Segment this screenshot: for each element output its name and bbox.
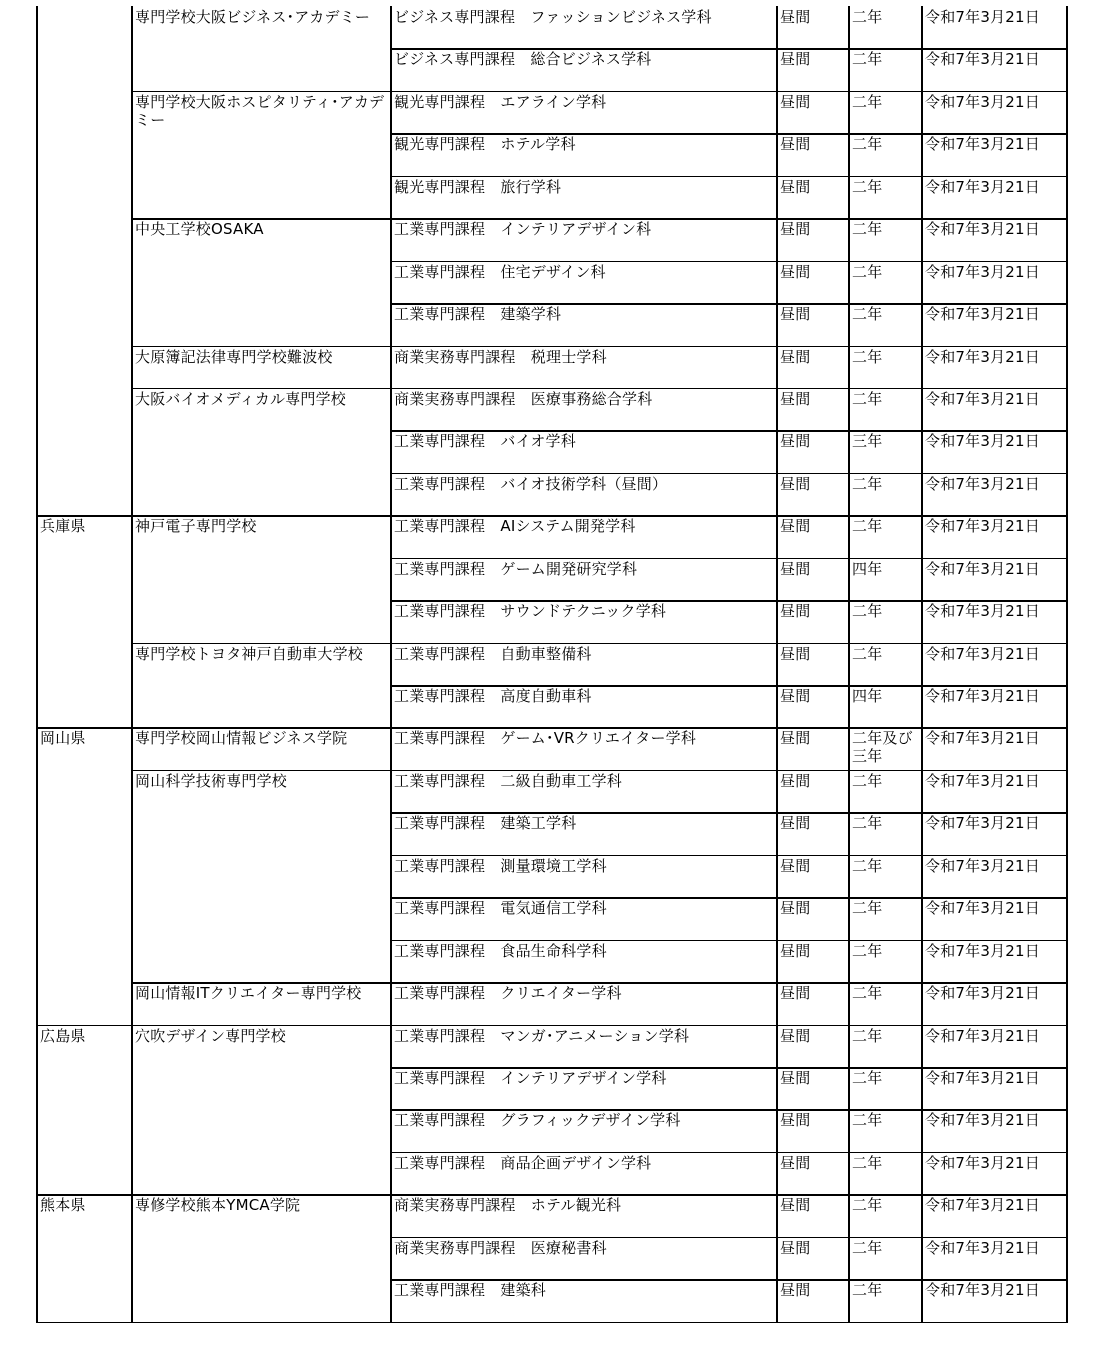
school-name-cell: 専修学校熊本YMCA学院 — [135, 1196, 301, 1215]
duration-cell: 二年 — [852, 1153, 883, 1172]
course-cell: ビジネス専門課程 ファッションビジネス学科 — [394, 8, 712, 26]
prefecture-divider — [36, 1194, 131, 1196]
duration-cell: 四年 — [852, 559, 883, 578]
duration-cell: 二年 — [852, 347, 883, 366]
row-divider — [390, 1025, 1068, 1027]
duration-cell: 二年及び三年 — [852, 729, 913, 766]
duration-cell: 二年 — [852, 135, 883, 154]
date-cell: 令和7年3月21日 — [925, 432, 1040, 451]
row-divider — [390, 1109, 1068, 1111]
duration-cell: 二年 — [852, 899, 883, 918]
duration-cell: 二年 — [852, 1196, 883, 1215]
column-divider-5 — [921, 6, 923, 1323]
duration-cell: 二年 — [852, 856, 883, 875]
course-cell: 工業専門課程 グラフィックデザイン学科 — [394, 1111, 681, 1130]
prefecture-cell: 広島県 — [40, 1026, 86, 1045]
schedule-cell: 昼間 — [780, 1069, 811, 1087]
prefecture-divider — [36, 1025, 131, 1027]
course-cell: 観光専門課程 旅行学科 — [394, 177, 562, 196]
date-cell: 令和7年3月21日 — [925, 941, 1040, 960]
column-divider-6 — [1066, 6, 1068, 1323]
column-divider-2 — [390, 6, 392, 1323]
date-cell: 令和7年3月21日 — [925, 899, 1040, 918]
schedule-cell: 昼間 — [780, 135, 811, 154]
date-cell: 令和7年3月21日 — [925, 474, 1040, 493]
row-divider — [390, 812, 1068, 814]
schedule-cell: 昼間 — [780, 305, 811, 324]
schedule-cell: 昼間 — [780, 771, 811, 790]
date-cell: 令和7年3月21日 — [925, 347, 1040, 366]
row-divider — [390, 261, 1068, 263]
duration-cell: 二年 — [852, 602, 883, 621]
school-divider — [131, 770, 390, 772]
schedule-cell: 昼間 — [780, 389, 811, 408]
school-name-cell: 岡山科学技術専門学校 — [135, 771, 288, 790]
course-cell: 観光専門課程 エアライン学科 — [394, 92, 607, 111]
duration-cell: 二年 — [852, 474, 883, 493]
row-divider — [390, 303, 1068, 305]
row-divider — [390, 133, 1068, 135]
duration-cell: 二年 — [852, 941, 883, 960]
date-cell: 令和7年3月21日 — [925, 1069, 1040, 1087]
school-divider — [131, 1025, 390, 1027]
schedule-cell: 昼間 — [780, 1281, 811, 1300]
schedule-cell: 昼間 — [780, 729, 811, 748]
duration-cell: 二年 — [852, 220, 883, 239]
prefecture-cell: 兵庫県 — [40, 517, 86, 536]
school-name-cell: 専門学校岡山情報ビジネス学院 — [135, 729, 348, 748]
course-cell: 工業専門課程 マンガ･アニメーション学科 — [394, 1026, 690, 1045]
schedule-cell: 昼間 — [780, 92, 811, 111]
schedule-cell: 昼間 — [780, 687, 811, 706]
course-cell: 工業専門課程 自動車整備科 — [394, 644, 592, 663]
date-cell: 令和7年3月21日 — [925, 687, 1040, 706]
column-divider-4 — [848, 6, 850, 1323]
duration-cell: 二年 — [852, 1026, 883, 1045]
duration-cell: 二年 — [852, 50, 883, 69]
row-divider — [390, 643, 1068, 645]
row-divider — [390, 685, 1068, 687]
date-cell: 令和7年3月21日 — [925, 50, 1040, 69]
course-cell: 商業実務専門課程 税理士学科 — [394, 347, 607, 366]
date-cell: 令和7年3月21日 — [925, 517, 1040, 536]
date-cell: 令和7年3月21日 — [925, 856, 1040, 875]
schedule-cell: 昼間 — [780, 517, 811, 536]
prefecture-cell: 熊本県 — [40, 1196, 86, 1215]
row-divider — [390, 388, 1068, 390]
school-divider — [131, 727, 390, 729]
course-cell: 工業専門課程 建築科 — [394, 1281, 547, 1300]
schedule-cell: 昼間 — [780, 984, 811, 1003]
duration-cell: 二年 — [852, 1281, 883, 1300]
date-cell: 令和7年3月21日 — [925, 220, 1040, 239]
duration-cell: 二年 — [852, 517, 883, 536]
duration-cell: 二年 — [852, 8, 883, 26]
date-cell: 令和7年3月21日 — [925, 177, 1040, 196]
duration-cell: 二年 — [852, 1069, 883, 1087]
schedule-cell: 昼間 — [780, 899, 811, 918]
duration-cell: 二年 — [852, 262, 883, 281]
row-divider — [390, 1152, 1068, 1154]
row-divider — [390, 1279, 1068, 1281]
schedule-cell: 昼間 — [780, 8, 811, 26]
school-divider — [131, 218, 390, 220]
table-border-left — [36, 6, 38, 1323]
schedule-cell: 昼間 — [780, 50, 811, 69]
date-cell: 令和7年3月21日 — [925, 729, 1040, 748]
schedule-cell: 昼間 — [780, 1111, 811, 1130]
row-divider — [390, 176, 1068, 178]
date-cell: 令和7年3月21日 — [925, 262, 1040, 281]
row-divider — [390, 558, 1068, 560]
date-cell: 令和7年3月21日 — [925, 1281, 1040, 1300]
row-divider — [390, 1194, 1068, 1196]
school-divider — [131, 643, 390, 645]
row-divider — [390, 940, 1068, 942]
row-divider — [390, 855, 1068, 857]
course-cell: 工業専門課程 サウンドテクニック学科 — [394, 602, 667, 621]
date-cell: 令和7年3月21日 — [925, 1238, 1040, 1257]
prefecture-divider — [36, 727, 131, 729]
duration-cell: 二年 — [852, 814, 883, 833]
course-cell: 工業専門課程 インテリアデザイン科 — [394, 220, 652, 239]
duration-cell: 二年 — [852, 177, 883, 196]
schedule-cell: 昼間 — [780, 559, 811, 578]
school-name-cell: 専門学校トヨタ神戸自動車大学校 — [135, 644, 364, 663]
date-cell: 令和7年3月21日 — [925, 1111, 1040, 1130]
row-divider — [390, 897, 1068, 899]
course-cell: 工業専門課程 ゲーム･VRクリエイター学科 — [394, 729, 697, 748]
school-name-cell: 大原簿記法律専門学校難波校 — [135, 347, 333, 366]
date-cell: 令和7年3月21日 — [925, 8, 1040, 26]
duration-cell: 四年 — [852, 687, 883, 706]
table-border-bottom — [36, 1322, 1068, 1324]
row-divider — [390, 515, 1068, 517]
course-cell: 商業実務専門課程 ホテル観光科 — [394, 1196, 622, 1215]
course-cell: 工業専門課程 二級自動車工学科 — [394, 771, 623, 790]
course-cell: 工業専門課程 食品生命科学科 — [394, 941, 607, 960]
course-cell: ビジネス専門課程 総合ビジネス学科 — [394, 50, 652, 69]
course-cell: 工業専門課程 建築工学科 — [394, 814, 577, 833]
schedule-cell: 昼間 — [780, 602, 811, 621]
course-cell: 商業実務専門課程 医療秘書科 — [394, 1238, 607, 1257]
duration-cell: 二年 — [852, 771, 883, 790]
schedule-cell: 昼間 — [780, 432, 811, 451]
course-cell: 工業専門課程 インテリアデザイン学科 — [394, 1069, 667, 1087]
course-cell: 工業専門課程 商品企画デザイン学科 — [394, 1153, 652, 1172]
school-name-cell: 穴吹デザイン専門学校 — [135, 1026, 286, 1045]
date-cell: 令和7年3月21日 — [925, 92, 1040, 111]
course-cell: 工業専門課程 住宅デザイン科 — [394, 262, 606, 281]
date-cell: 令和7年3月21日 — [925, 135, 1040, 154]
row-divider — [390, 982, 1068, 984]
date-cell: 令和7年3月21日 — [925, 644, 1040, 663]
column-divider-1 — [131, 6, 133, 1323]
school-name-cell: 中央工学校OSAKA — [135, 220, 264, 239]
school-divider — [131, 1194, 390, 1196]
school-name-cell: 専門学校大阪ビジネス･アカデミー — [135, 8, 371, 26]
date-cell: 令和7年3月21日 — [925, 559, 1040, 578]
date-cell: 令和7年3月21日 — [925, 389, 1040, 408]
date-cell: 令和7年3月21日 — [925, 305, 1040, 324]
school-name-cell: 大阪バイオメディカル専門学校 — [135, 389, 347, 408]
school-divider — [131, 346, 390, 348]
duration-cell: 二年 — [852, 1238, 883, 1257]
prefecture-divider — [36, 515, 131, 517]
date-cell: 令和7年3月21日 — [925, 1026, 1040, 1045]
school-divider — [131, 388, 390, 390]
row-divider — [390, 91, 1068, 93]
schedule-cell: 昼間 — [780, 1196, 811, 1215]
schedule-cell: 昼間 — [780, 1026, 811, 1045]
course-cell: 商業実務専門課程 医療事務総合学科 — [394, 389, 653, 408]
schedule-cell: 昼間 — [780, 1238, 811, 1257]
school-divider — [131, 91, 390, 93]
duration-cell: 二年 — [852, 305, 883, 324]
course-cell: 工業専門課程 クリエイター学科 — [394, 984, 622, 1003]
duration-cell: 二年 — [852, 984, 883, 1003]
course-cell: 工業専門課程 測量環境工学科 — [394, 856, 607, 875]
school-divider — [131, 515, 390, 517]
row-divider — [390, 727, 1068, 729]
course-cell: 工業専門課程 バイオ学科 — [394, 432, 576, 451]
row-divider — [390, 1067, 1068, 1069]
row-divider — [390, 1237, 1068, 1239]
schedule-cell: 昼間 — [780, 474, 811, 493]
duration-cell: 二年 — [852, 1111, 883, 1130]
school-name-cell: 岡山情報ITクリエイター専門学校 — [135, 984, 362, 1003]
row-divider — [390, 346, 1068, 348]
date-cell: 令和7年3月21日 — [925, 984, 1040, 1003]
schedule-cell: 昼間 — [780, 220, 811, 239]
course-cell: 工業専門課程 ゲーム開発研究学科 — [394, 559, 638, 578]
row-divider — [390, 48, 1068, 50]
school-name-cell: 神戸電子専門学校 — [135, 517, 257, 536]
course-cell: 工業専門課程 高度自動車科 — [394, 687, 592, 706]
schedule-cell: 昼間 — [780, 856, 811, 875]
date-cell: 令和7年3月21日 — [925, 814, 1040, 833]
duration-cell: 二年 — [852, 644, 883, 663]
course-cell: 工業専門課程 バイオ技術学科（昼間） — [394, 474, 668, 493]
prefecture-cell: 岡山県 — [40, 729, 86, 748]
schedule-cell: 昼間 — [780, 347, 811, 366]
schedule-cell: 昼間 — [780, 177, 811, 196]
schedule-cell: 昼間 — [780, 814, 811, 833]
schedule-cell: 昼間 — [780, 1153, 811, 1172]
date-cell: 令和7年3月21日 — [925, 771, 1040, 790]
schedule-cell: 昼間 — [780, 941, 811, 960]
row-divider — [390, 430, 1068, 432]
date-cell: 令和7年3月21日 — [925, 1196, 1040, 1215]
school-divider — [131, 982, 390, 984]
row-divider — [390, 218, 1068, 220]
schedule-cell: 昼間 — [780, 262, 811, 281]
row-divider — [390, 473, 1068, 475]
school-name-cell: 専門学校大阪ホスピタリティ･アカデミー — [135, 92, 385, 129]
course-cell: 工業専門課程 建築学科 — [394, 305, 562, 324]
course-cell: 観光専門課程 ホテル学科 — [394, 135, 576, 154]
row-divider — [390, 770, 1068, 772]
row-divider — [390, 600, 1068, 602]
schedule-cell: 昼間 — [780, 644, 811, 663]
duration-cell: 二年 — [852, 92, 883, 111]
column-divider-3 — [776, 6, 778, 1323]
course-cell: 工業専門課程 AIシステム開発学科 — [394, 517, 636, 536]
date-cell: 令和7年3月21日 — [925, 602, 1040, 621]
date-cell: 令和7年3月21日 — [925, 1153, 1040, 1172]
course-cell: 工業専門課程 電気通信工学科 — [394, 899, 607, 918]
duration-cell: 三年 — [852, 432, 883, 451]
duration-cell: 二年 — [852, 389, 883, 408]
